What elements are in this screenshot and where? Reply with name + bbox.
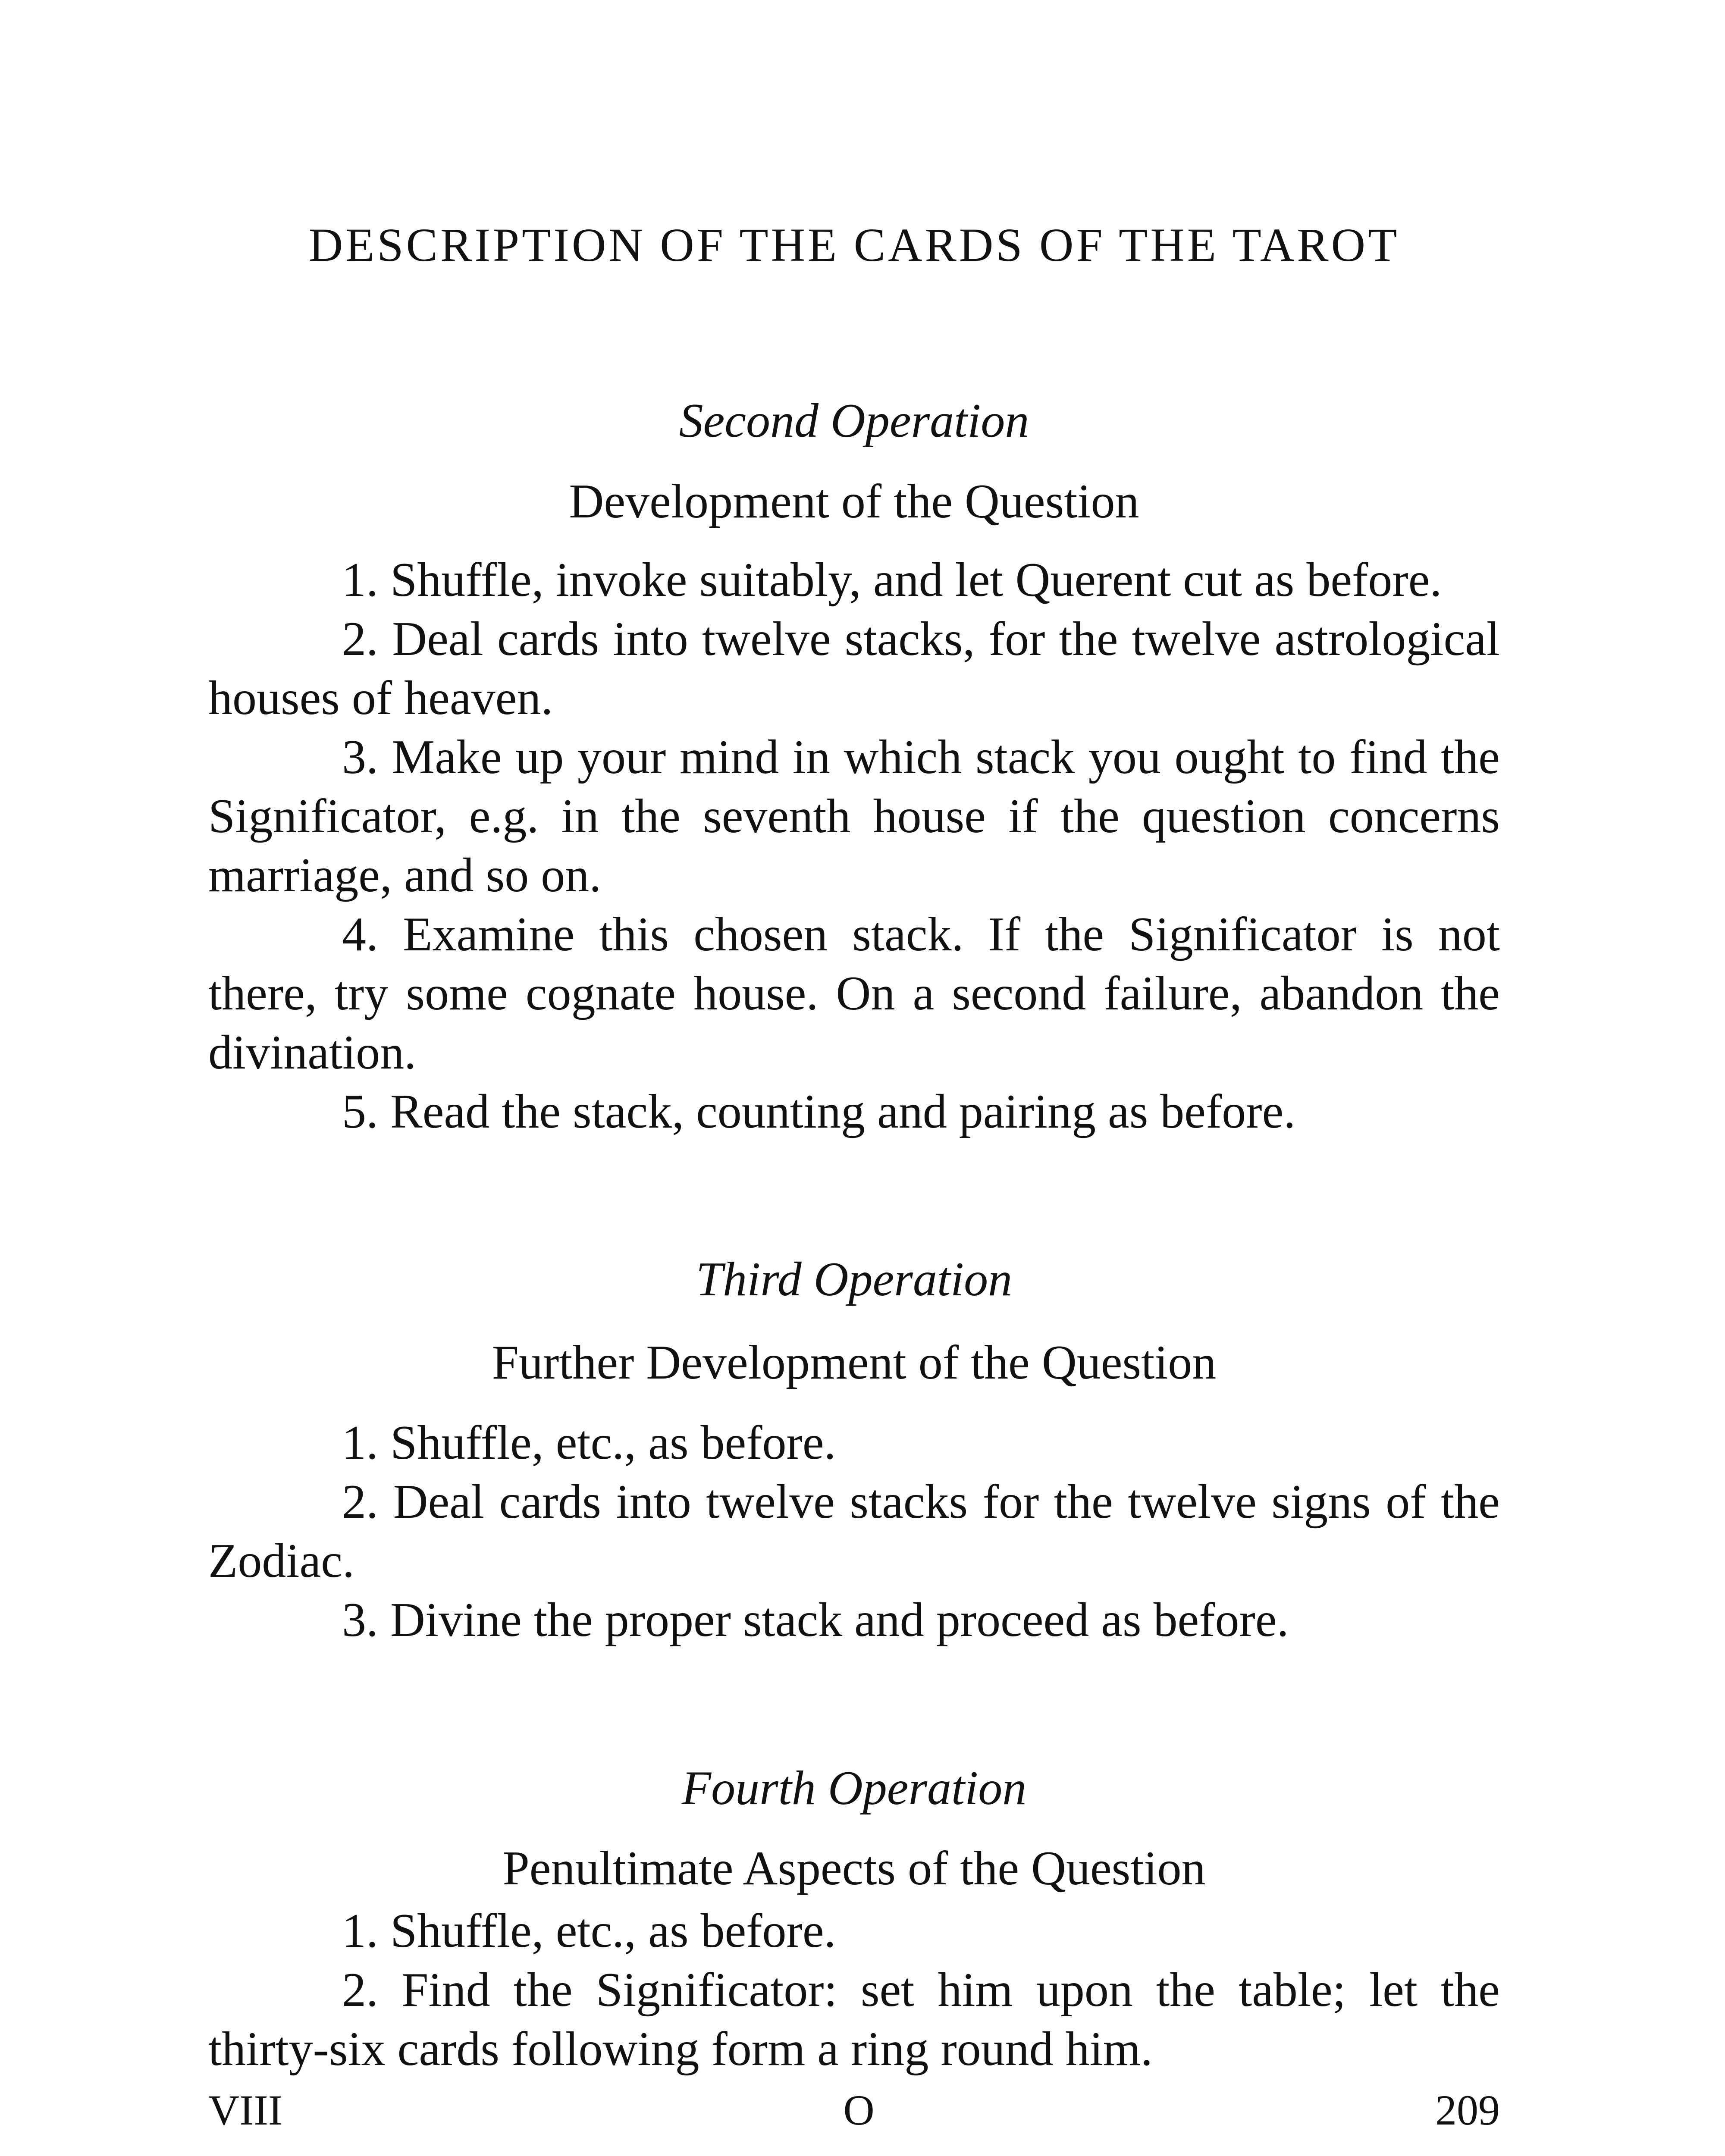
signature-mark: VIII	[208, 2086, 283, 2134]
page-footer	[208, 2081, 1500, 2140]
section-subtitle: Penultimate Aspects of the Question	[502, 1842, 1206, 1895]
list-item: 1. Shuffle, etc., as before.	[342, 1904, 836, 1958]
list-item: 2. Find the Significator: set him upon the table; let the thirty-six cards following form a ring round him.	[208, 1963, 1500, 2076]
list-item: 2. Deal cards into twelve stacks for the twelve signs of the Zodiac.	[208, 1475, 1500, 1588]
list-item: 5. Read the stack, counting and pairing as before.	[342, 1085, 1296, 1138]
section-subtitle: Development of the Question	[569, 475, 1139, 528]
section-items	[208, 551, 1500, 1141]
section-items	[208, 1902, 1500, 2079]
list-item: 3. Divine the proper stack and proceed as before.	[342, 1593, 1289, 1647]
signature-letter: O	[843, 2086, 875, 2134]
list-item: 4. Examine this chosen stack. If the Significator is not there, try some cognate house. On a second failure, abandon the divination.	[208, 908, 1500, 1079]
section-subtitle: Further Development of the Question	[492, 1336, 1217, 1389]
list-item: 3. Make up your mind in which stack you ought to find the Significator, e.g. in the seventh house if the question concerns marriage, and so on.	[208, 730, 1500, 902]
section-title: Third Operation	[696, 1253, 1013, 1306]
page-number: 209	[1435, 2086, 1500, 2134]
list-item: 1. Shuffle, invoke suitably, and let Querent cut as before.	[342, 553, 1442, 607]
section-title: Fourth Operation	[681, 1761, 1027, 1815]
list-item: 2. Deal cards into twelve stacks, for the twelve astrological houses of heaven.	[208, 612, 1500, 725]
running-head: DESCRIPTION OF THE CARDS OF THE TAROT	[308, 219, 1400, 271]
section-title: Second Operation	[679, 394, 1029, 448]
section-items	[208, 1413, 1500, 1650]
list-item: 1. Shuffle, etc., as before.	[342, 1416, 836, 1470]
